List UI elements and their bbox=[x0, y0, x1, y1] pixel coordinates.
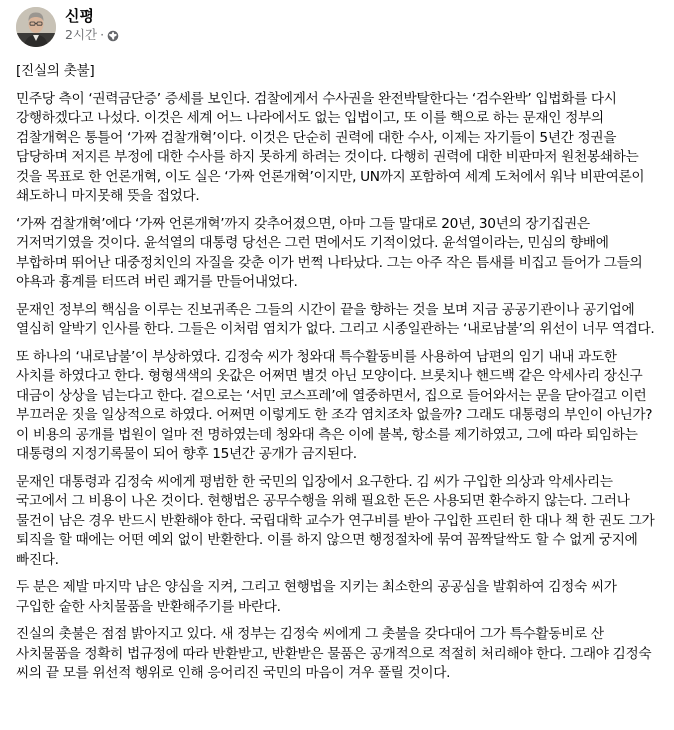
post-paragraph: 또 하나의 ‘내로남불’이 부상하였다. 김정숙 씨가 청와대 특수활동비를 사용하여 남편의 임기 내내 과도한 사치를 하였다고 한다. 형형색색의 옷값은 어쩌면 별것 아닌 모양이다. 브롯치나 핸드백 같은 악세사리 장신구 대금이 상상을 넘는다고 한다. 겉으로는 ‘서민 코스프레’에 열중하면서, 집으로 들어와서는 문을 닫아걸고 이런 부끄러운 짓을 일상적으로 하였다. 어쩌면 이렇게도 한 조각 염치조차 없을까? 그래도 대통령의 부인이 아닌가? 이 비용의 공개를 법원이 얼마 전 명하였는데 청와대 측은 이에 불복, 항소를 제기하였고, 그에 따라 퇴임하는 대통령의 지정기록물이 되어 향후 15년간 공개가 금지된다. bbox=[16, 348, 653, 462]
avatar-portrait-icon bbox=[16, 7, 56, 47]
post-paragraph: 문재인 대통령과 김정숙 씨에게 평범한 한 국민의 입장에서 요구한다. 김 씨가 구입한 의상과 악세사리는 국고에서 그 비용이 나온 것이다. 현행법은 공무수행을 위해 필요한 돈은 사용되면 환수하지 않는다. 그러나 물건이 남은 경우 반드시 반환해야 한다. 국립대학 교수가 연구비를 받아 구입한 프린터 한 대나 책 한 권도 그가 퇴직을 할 때에는 어떤 예외 없이 반환한다. 이를 하지 않으면 행정절차에 묶여 꼼짝달싹도 할 수 없게 궁지에 빠진다. bbox=[16, 473, 655, 568]
meta-separator: · bbox=[100, 27, 105, 42]
post-paragraph: 민주당 측이 ‘권력금단증’ 증세를 보인다. 검찰에게서 수사권을 완전박탈한다는 ‘검수완박’ 입법화를 다시 강행하겠다고 나섰다. 이것은 세계 어느 나라에서도 없는 입법이고, 또 이를 핵으로 하는 문재인 정부의 검찰개혁은 통틀어 ‘가짜 검찰개혁’이다. 이것은 단순히 권력에 대한 수사, 이제는 자기들이 5년간 정권을 담당하며 저지른 부정에 대한 수사를 하지 못하게 하려는 것이다. 다행히 권력에 대한 비판마저 원천봉쇄하는 것을 목표로 한 언론개혁, 이도 실은 ‘가짜 언론개혁’이지만, UN까지 포함하여 세계 도처에서 워낙 비판여론이 쇄도하니 마지못해 뜻을 접었다. bbox=[16, 90, 645, 204]
post-body bbox=[16, 62, 658, 684]
post-paragraph: 두 분은 제발 마지막 남은 양심을 지켜, 그리고 현행법을 지키는 최소한의 공공심을 발휘하여 김정숙 씨가 구입한 숱한 사치물품을 반환해주기를 바란다. bbox=[16, 579, 617, 615]
post-meta bbox=[65, 26, 119, 44]
post-paragraph: 진실의 촛불은 점점 밝아지고 있다. 새 정부는 김정숙 씨에게 그 촛불을 갖다대어 그가 특수활동비로 산 사치물품을 정확히 법규정에 따라 반환받고, 반환받은 물품은 공개적으로 적절히 처리해야 한다. 그래야 김정숙 씨의 끝 모를 위선적 행위로 인해 응어리진 국민의 마음이 겨우 풀릴 것이다. bbox=[16, 626, 652, 681]
post-heading: [진실의 촛불] bbox=[16, 63, 95, 79]
author-block bbox=[65, 6, 119, 44]
post-timestamp[interactable]: 2시간 bbox=[65, 27, 98, 42]
post-header bbox=[16, 0, 658, 50]
post-paragraph: 문재인 정부의 핵심을 이루는 진보귀족은 그들의 시간이 끝을 향하는 것을 보며 지금 공공기관이나 공기업에 열심히 알박기 인사를 한다. 그들은 이처럼 염치가 없다. 그리고 시종일관하는 ‘내로남불’의 위선이 너무 역겹다. bbox=[16, 301, 655, 337]
post-paragraph: ‘가짜 검찰개혁’에다 ‘가짜 언론개혁’까지 갖추어졌으면, 아마 그들 말대로 20년, 30년의 장기집권은 거저먹기였을 것이다. 윤석열의 대통령 당선은 그런 면에서도 기적이었다. 윤석열이라는, 민심의 향배에 부합하며 뛰어난 대중정치인의 자질을 갖춘 이가 번쩍 나타났다. 그는 아주 작은 틈새를 비집고 들어가 그들의 야욕과 흉계를 터뜨려 버린 쾌거를 만들어내었다. bbox=[16, 215, 643, 290]
author-name[interactable]: 신평 bbox=[65, 7, 94, 25]
globe-icon[interactable] bbox=[107, 29, 119, 41]
avatar[interactable] bbox=[16, 7, 56, 47]
